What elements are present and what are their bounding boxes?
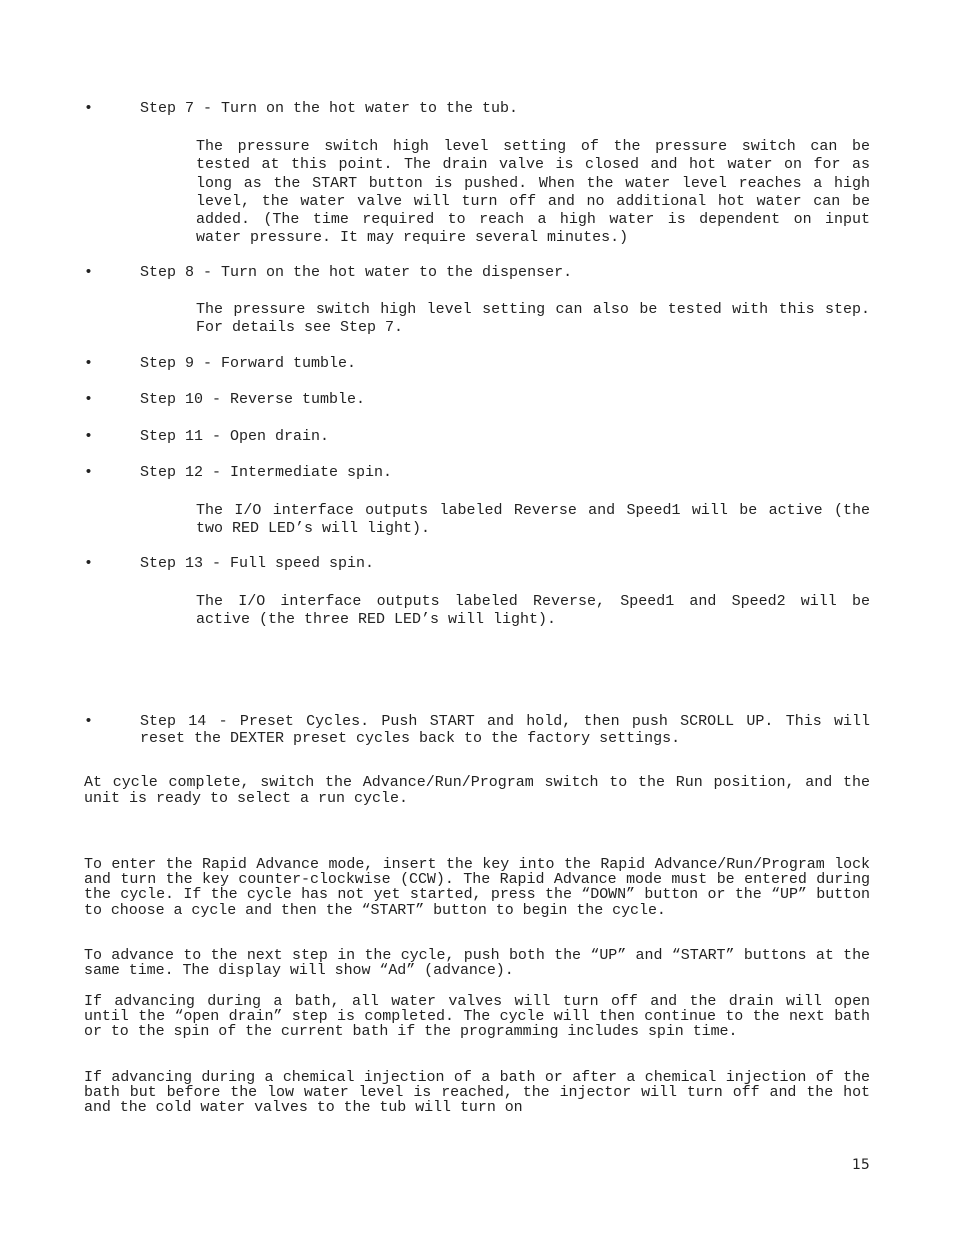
step-11-label: Step 11 - Open drain. <box>140 428 330 445</box>
page-number: 15 <box>852 1157 870 1173</box>
bullet: • <box>84 355 94 372</box>
step-13-detail: The I/O interface outputs labeled Reverse, Speed1 and Speed2 will be active (the three RED LED’s will light). <box>196 593 870 629</box>
step-12-detail: The I/O interface outputs labeled Reverse and Speed1 will be active (the two RED LED’s will light). <box>196 502 870 538</box>
bullet: • <box>84 713 94 730</box>
step-12-label: Step 12 - Intermediate spin. <box>140 464 393 481</box>
step-14-label: Step 14 - Preset Cycles. Push START and hold, then push SCROLL UP. This will reset the DEXTER preset cycles back to the factory settings. <box>140 713 870 747</box>
bullet: • <box>84 464 94 481</box>
bullet: • <box>84 555 94 572</box>
step-10-label: Step 10 - Reverse tumble. <box>140 391 366 408</box>
rapid-advance-paragraph-2: To advance to the next step in the cycle, push both the “UP” and “START” buttons at the same time. The display will show “Ad” (advance). <box>84 947 870 980</box>
bullet: • <box>84 100 94 117</box>
rapid-advance-paragraph-4: If advancing during a chemical injection of a bath or after a chemical injection of the bath but before the low water level is reached, the injector will turn off and the hot and the cold water valves to the tub will turn on <box>84 1069 870 1117</box>
step-9-label: Step 9 - Forward tumble. <box>140 355 357 372</box>
step-13-label: Step 13 - Full speed spin. <box>140 555 375 572</box>
bullet: • <box>84 391 94 408</box>
step-8-detail: The pressure switch high level setting can also be tested with this step. For details see Step 7. <box>196 301 870 337</box>
cycle-complete-paragraph: At cycle complete, switch the Advance/Run/Program switch to the Run position, and the unit is ready to select a run cycle. <box>84 774 870 807</box>
step-7-label: Step 7 - Turn on the hot water to the tub. <box>140 100 519 117</box>
step-7-detail: The pressure switch high level setting of the pressure switch can be tested at this point. The drain valve is closed and hot water on for as long as the START button is pushed. When the water level reaches a high level, the water valve will turn off and no additional hot water can be added. (The time required to reach a high water is dependent on input water pressure. It may require several minutes.) <box>196 138 870 247</box>
bullet: • <box>84 428 94 445</box>
bullet: • <box>84 264 94 281</box>
rapid-advance-paragraph-3: If advancing during a bath, all water valves will turn off and the drain will open until the “open drain” step is completed. The cycle will then continue to the next bath or to the spin of the current bath if the programming includes spin time. <box>84 993 870 1041</box>
step-8-label: Step 8 - Turn on the hot water to the dispenser. <box>140 264 573 281</box>
rapid-advance-paragraph-1: To enter the Rapid Advance mode, insert the key into the Rapid Advance/Run/Program lock and turn the key counter-clockwise (CCW). The Rapid Advance mode must be entered during the cycle. If the cycle has not yet started, press the “DOWN” button or the “UP” button to choose a cycle and then the “START” button to begin the cycle. <box>84 856 870 919</box>
